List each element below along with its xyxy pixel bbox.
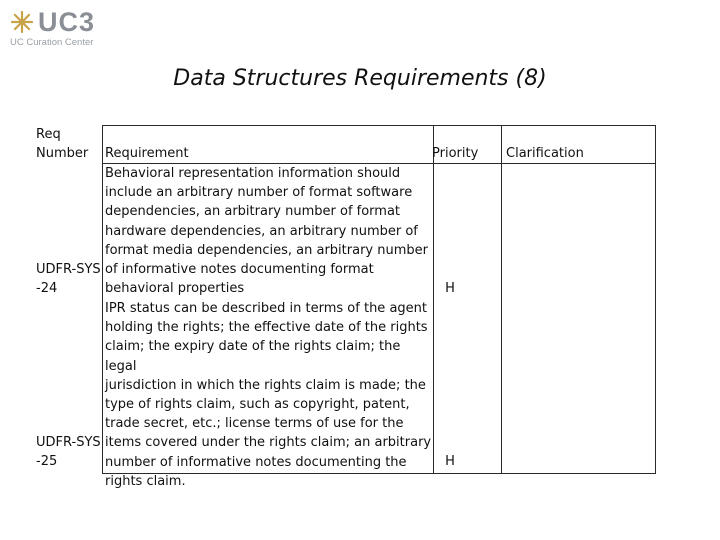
header-priority: Priority: [432, 146, 479, 161]
table-border-top: [102, 125, 656, 126]
table-border-left: [102, 125, 103, 474]
logo-brand: UC3: [38, 7, 96, 37]
header-clarification: Clarification: [506, 146, 584, 161]
table-divider-clarification: [501, 125, 502, 474]
requirement-id: UDFR-SYS -24: [36, 262, 101, 297]
logo-subtitle: UC Curation Center: [10, 37, 94, 48]
slide-title: Data Structures Requirements (8): [173, 66, 547, 91]
requirement-text: IPR status can be described in terms of the agent holding the rights; the effective date of the rights claim; the expiry date of the rights claim; the legal jurisdiction in which the rights claim is made; the type of rights claim, such as copyright, patent, trade secret, etc.; license terms of use for the items covered under the rights claim; an arbitrary number of informative notes documenting the rights claim.: [105, 301, 432, 489]
header-req-number: Req Number: [36, 127, 89, 162]
uc3-logo: [8, 6, 128, 50]
priority-value: H: [445, 454, 455, 469]
header-requirement: Requirement: [105, 146, 189, 161]
requirement-id: UDFR-SYS -25: [36, 435, 101, 470]
requirement-text: Behavioral representation information should include an arbitrary number of format software dependencies, an arbitrary number of format hardware dependencies, an arbitrary number of format media dependencies, an arbitrary number of informative notes documenting format behavioral properties: [105, 166, 428, 297]
priority-value: H: [445, 281, 455, 296]
table-border-right: [655, 125, 656, 474]
requirements-table: [35, 125, 656, 489]
asterisk-flower-icon: [10, 10, 34, 34]
